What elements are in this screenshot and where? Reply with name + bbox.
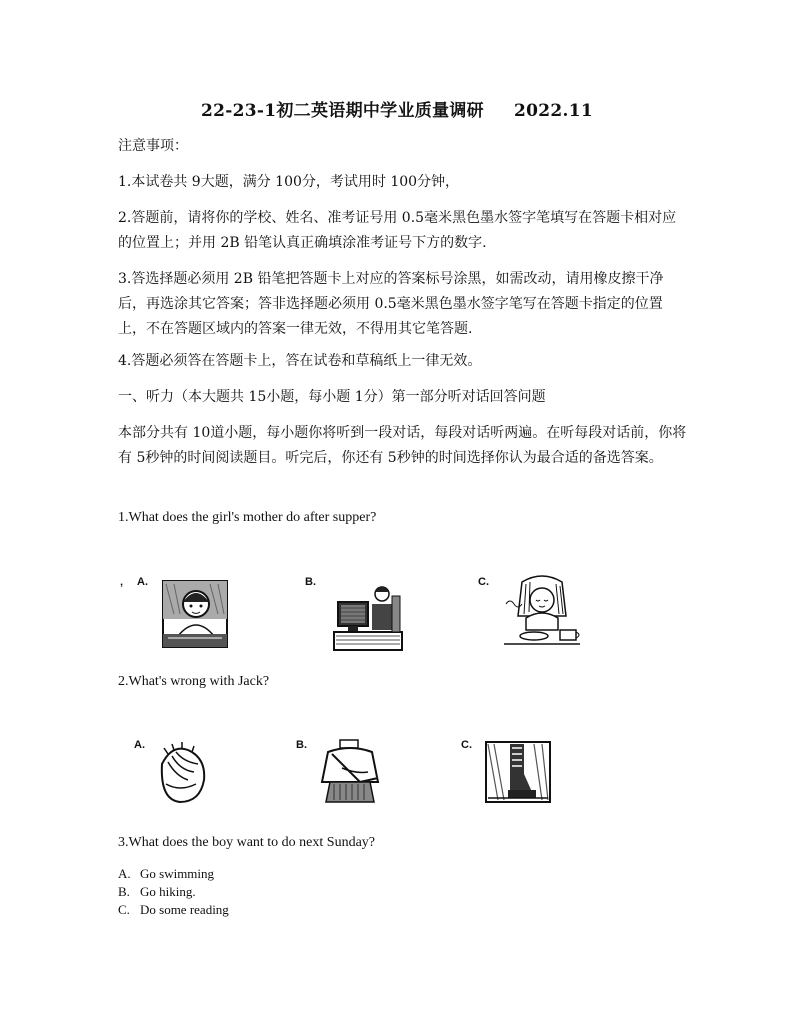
- question-1: 1.What does the girl's mother do after supper?: [118, 510, 377, 525]
- exam-date: 2022.11: [513, 101, 593, 121]
- q3-option-a-text: Go swimming: [140, 866, 215, 881]
- hurt-hand-icon: [154, 740, 212, 804]
- page-title: [0, 96, 794, 121]
- note-1: 1.本试卷共 9大题，满分 100分，考试用时 100分钟，: [118, 174, 460, 190]
- q2-option-b-label: B.: [296, 739, 307, 751]
- section1-heading: 一、听力（本大题共 15小题，每小题 1分）第一部分听对话回答问题: [118, 389, 546, 405]
- q2-option-a-label: A.: [134, 739, 145, 751]
- title-text: 22-23-1初二英语期中学业质量调研: [201, 101, 484, 121]
- q3-option-b: [118, 883, 196, 900]
- note-2: 2.答题前，请将你的学校、姓名、准考证号用 0.5毫米黑色墨水签字笔填写在答题卡相对应的位置上；并用 2B 铅笔认真正确填涂准考证号下方的数字.: [118, 210, 677, 251]
- q2-option-c-label: C.: [461, 739, 472, 751]
- q1-option-a-marker: ‚: [120, 576, 124, 588]
- question-2: 2.What's wrong with Jack?: [118, 674, 270, 689]
- notes-heading: 注意事项：: [118, 138, 188, 154]
- q3-option-a: [118, 865, 214, 882]
- question-3: 3.What does the boy want to do next Sunday?: [118, 835, 376, 850]
- section1-intro: 本部分共有 10道小题，每小题你将听到一段对话，每段对话听两遍。在听每段对话前，你将有 5秒钟的时间阅读题目。听完后，你还有 5秒钟的时间选择你认为最合适的备选答案。: [118, 425, 687, 466]
- arm-in-sling-icon: [318, 738, 382, 804]
- q1-option-c-label: C.: [478, 576, 489, 588]
- q3-option-a-letter: A.: [118, 866, 131, 881]
- injured-leg-icon: [484, 740, 552, 804]
- note-4: 4.答题必须答在答题卡上，答在试卷和草稿纸上一律无效。: [118, 353, 482, 369]
- person-at-computer-icon: [332, 582, 404, 652]
- q3-option-c: [118, 901, 229, 918]
- q3-option-b-text: Go hiking.: [140, 884, 196, 899]
- q3-option-b-letter: B.: [118, 884, 130, 899]
- girl-eating-icon: [500, 574, 584, 650]
- q1-option-a-label: A.: [137, 576, 148, 588]
- girl-at-window-icon: [160, 578, 230, 650]
- note-3: 3.答选择题必须用 2B 铅笔把答题卡上对应的答案标号涂黑，如需改动，请用橡皮擦干净后，再选涂其它答案；答非选择题必须用 0.5毫米黑色墨水签字笔写在答题卡指定的位置上，不在答题区域内的答案一律无效，不得用其它笔答题.: [118, 271, 664, 337]
- q3-option-c-text: Do some reading: [140, 902, 229, 917]
- q1-option-b-label: B.: [305, 576, 316, 588]
- q3-option-c-letter: C.: [118, 902, 130, 917]
